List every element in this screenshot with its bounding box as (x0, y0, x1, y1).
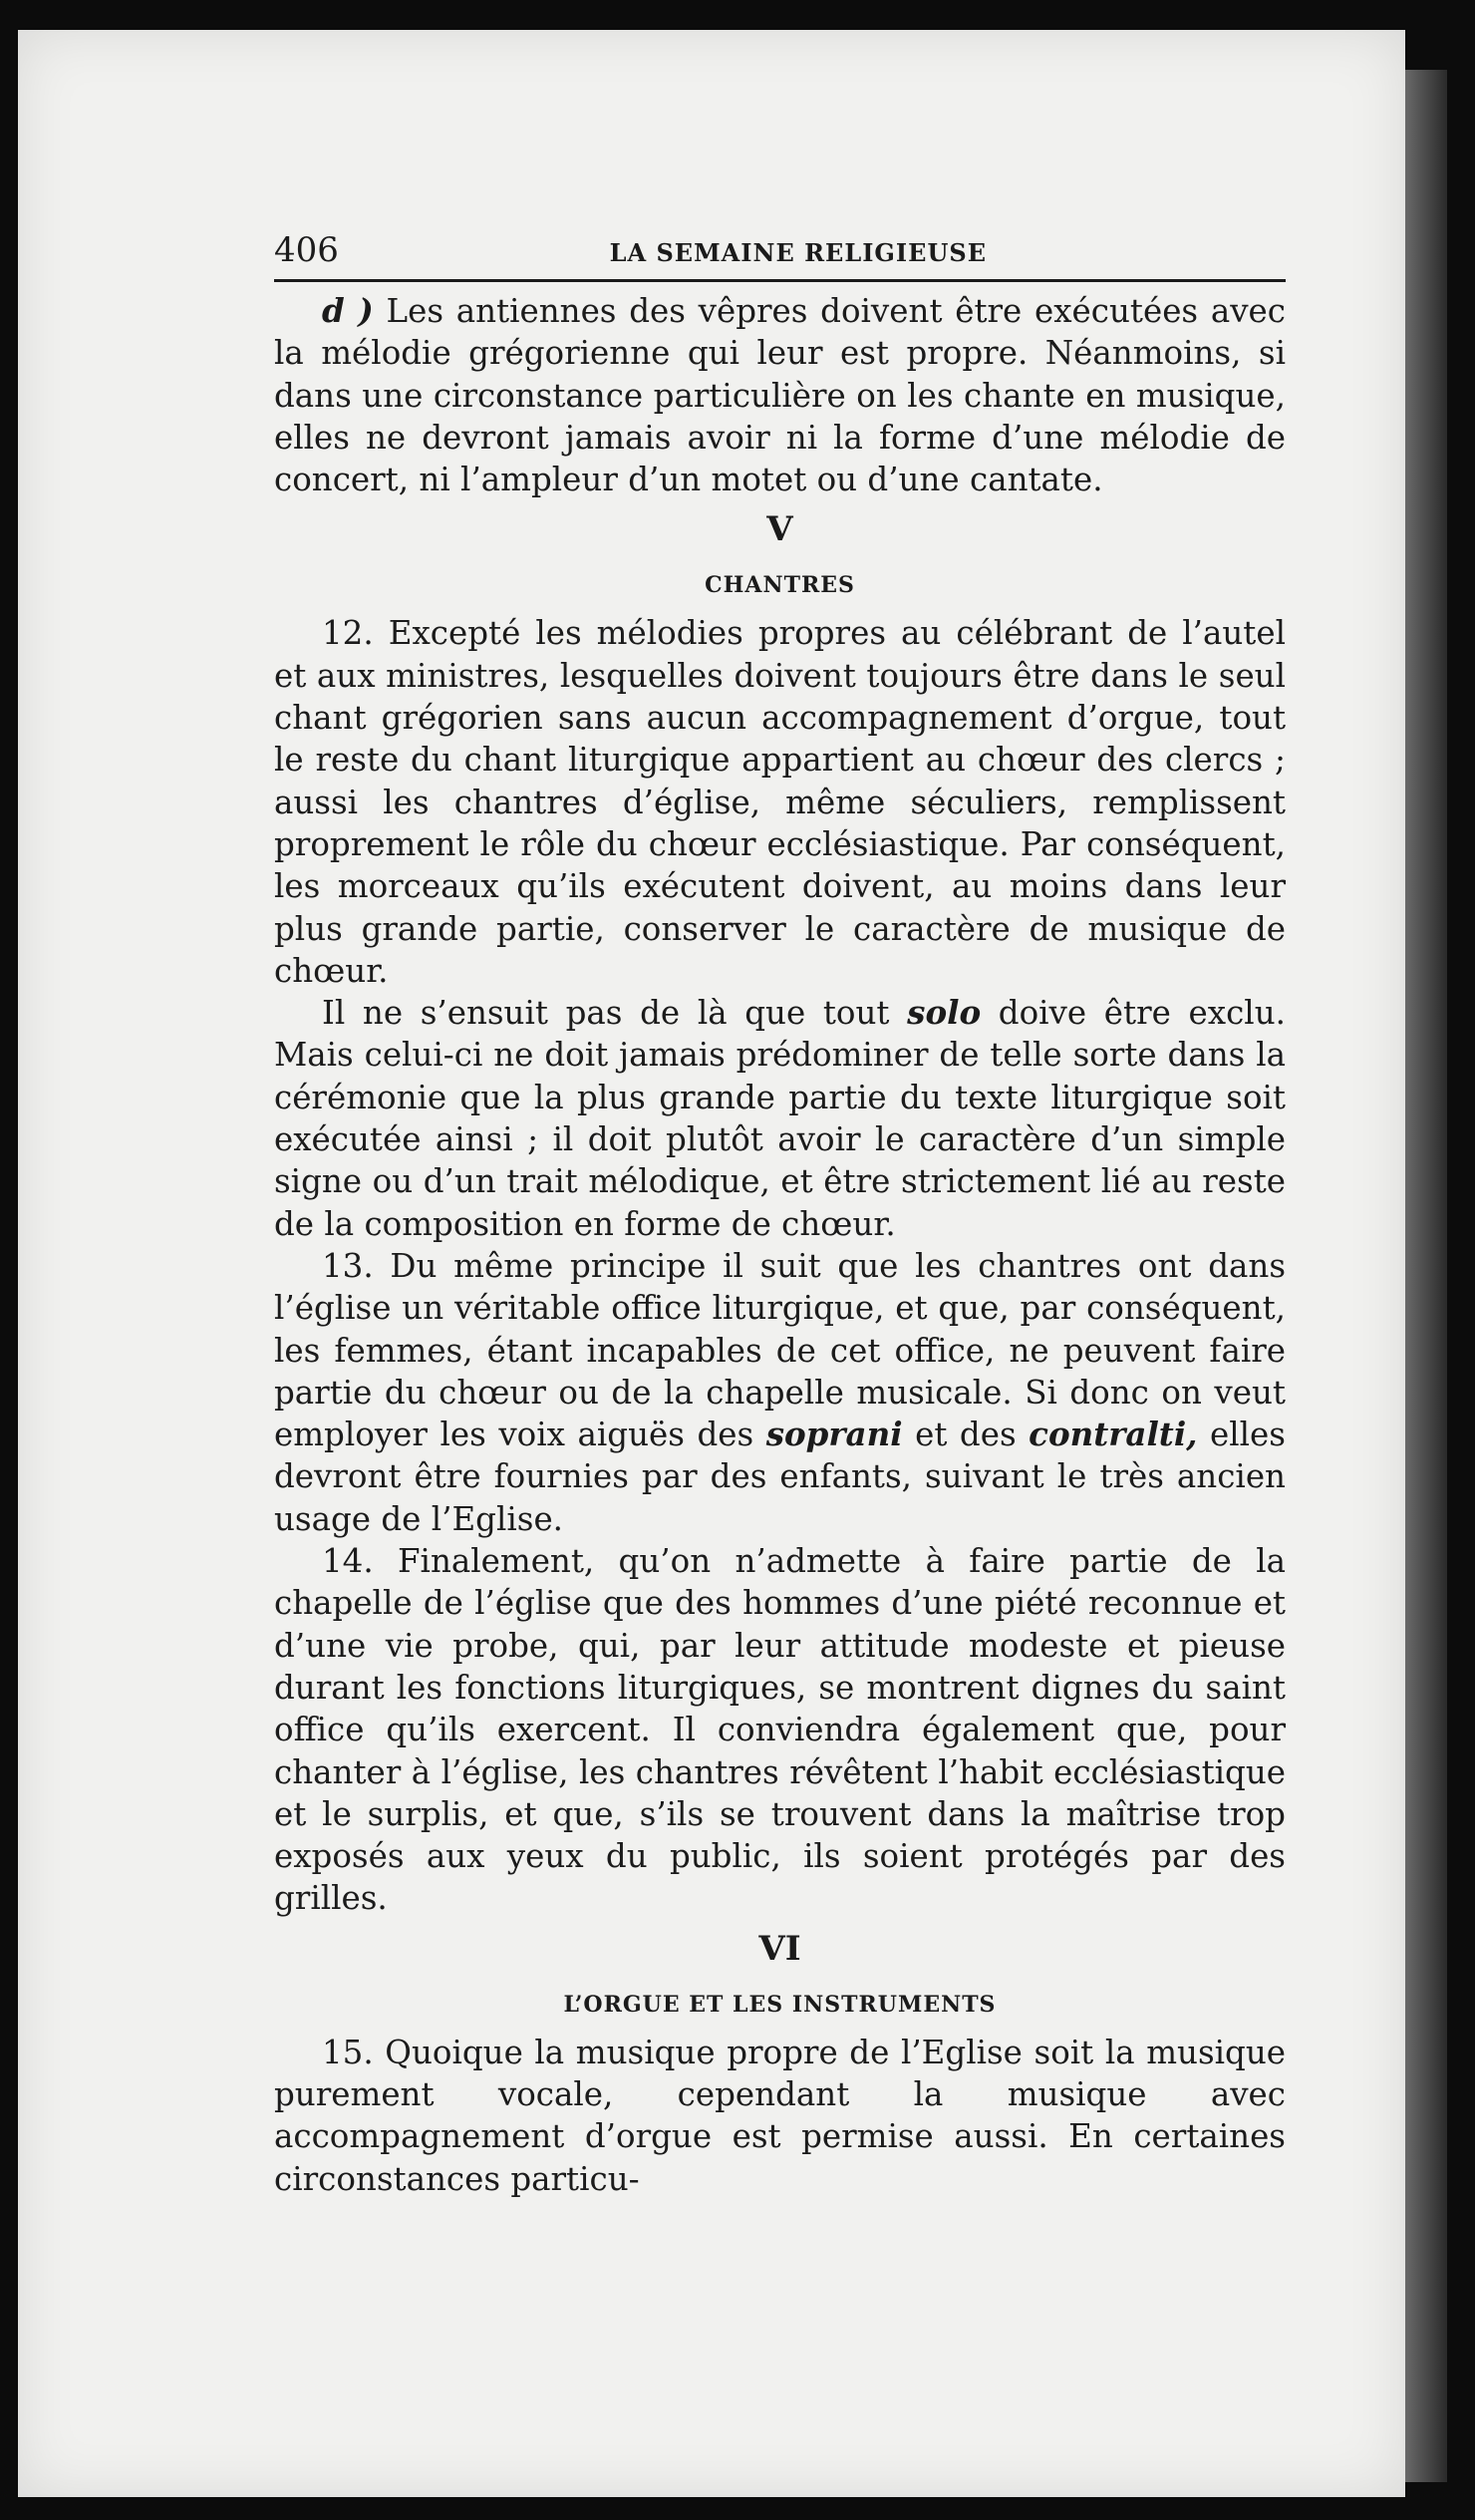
paragraph-13-middle: et des (915, 1416, 1017, 1454)
paragraph-15: 15. Quoique la musique propre de l’Eglise soit la musique purement vocale, cependant la musique avec accompagnement d’orgue est permise aussi. En certaines circonstances particu- (274, 2033, 1286, 2198)
paragraph-d (274, 290, 1286, 500)
facing-page-edge (1405, 70, 1447, 2482)
paragraph-d-text: Les antiennes des vêpres doivent être exécutées avec la mélodie grégorienne qui leur est propre. Néanmoins, si dans une circonstance particulière on les chante en musique, elles ne devront jamais avoir ni la forme d’une mélodie de concert, ni l’ampleur d’un motet ou d’une cantate. (274, 292, 1286, 499)
paragraph-d-label: d ) (322, 291, 374, 330)
page-text-block (274, 229, 1286, 2200)
page-number: 406 (274, 230, 339, 270)
section-v-title: CHANTRES (705, 572, 855, 599)
paragraph-13 (274, 1245, 1286, 1540)
paragraph-14: 14. Finalement, qu’on n’admette à faire partie de la chapelle de l’église que des hommes d’une piété reconnue et d’une vie probe, qui, par leur attitude modeste et pieuse durant les fonctions liturgiques, se montrent dignes du saint office qu’ils exercent. Il conviendra également que, pour chanter à l’église, les chantres révêtent l’habit ecclésiastique et le surplis, et que, s’ils se trouvent dans la maîtrise trop exposés aux yeux du public, ils soient protégés par des grilles. (274, 1542, 1286, 1918)
running-header (274, 229, 1286, 275)
paragraph-13-soprani: soprani (765, 1415, 903, 1454)
section-vi-title: L’ORGUE ET LES INSTRUMENTS (563, 1991, 997, 2018)
journal-title: LA SEMAINE RELIGIEUSE (609, 238, 987, 267)
paragraph-13-after: elles devront être fournies par des enfants, suivant le très ancien usage de l’Eglise. (274, 1416, 1286, 1538)
paragraph-solo (274, 992, 1286, 1245)
paragraph-13-contralti: contralti, (1029, 1415, 1198, 1454)
section-vi-number: VI (758, 1928, 801, 1969)
paragraph-solo-after: doive être exclu. Mais celui-ci ne doit jamais prédominer de telle sorte dans la cérémonie que la plus grande partie du texte liturgique soit exécutée ainsi ; il doit plutôt avoir le caractère d’un simple signe ou d’un trait mélodique, et être strictement lié au reste de la composition en forme de chœur. (274, 994, 1286, 1243)
paragraph-13-before: 13. Du même principe il suit que les chantres ont dans l’église un véritable office liturgique, et que, par conséquent, les femmes, étant incapables de cet office, ne peuvent faire partie du chœur ou de la chapelle musicale. Si donc on veut employer les voix aiguës des (274, 1246, 1286, 1454)
paragraph-solo-em: solo (907, 993, 982, 1033)
paragraph-12: 12. Excepté les mélodies propres au célébrant de l’autel et aux ministres, lesquelles doivent toujours être dans le seul chant grégorien sans aucun accompagnement d’orgue, tout le reste du chant liturgique appartient au chœur des clercs ; aussi les chantres d’église, même séculiers, remplissent proprement le rôle du chœur ecclésiastique. Par conséquent, les morceaux qu’ils exécutent doivent, au moins dans leur plus grande partie, conserver le caractère de musique de chœur. (274, 614, 1286, 990)
header-rule (274, 279, 1286, 282)
paragraph-solo-before: Il ne s’ensuit pas de là que tout (322, 994, 890, 1033)
section-v-number: V (766, 509, 793, 550)
